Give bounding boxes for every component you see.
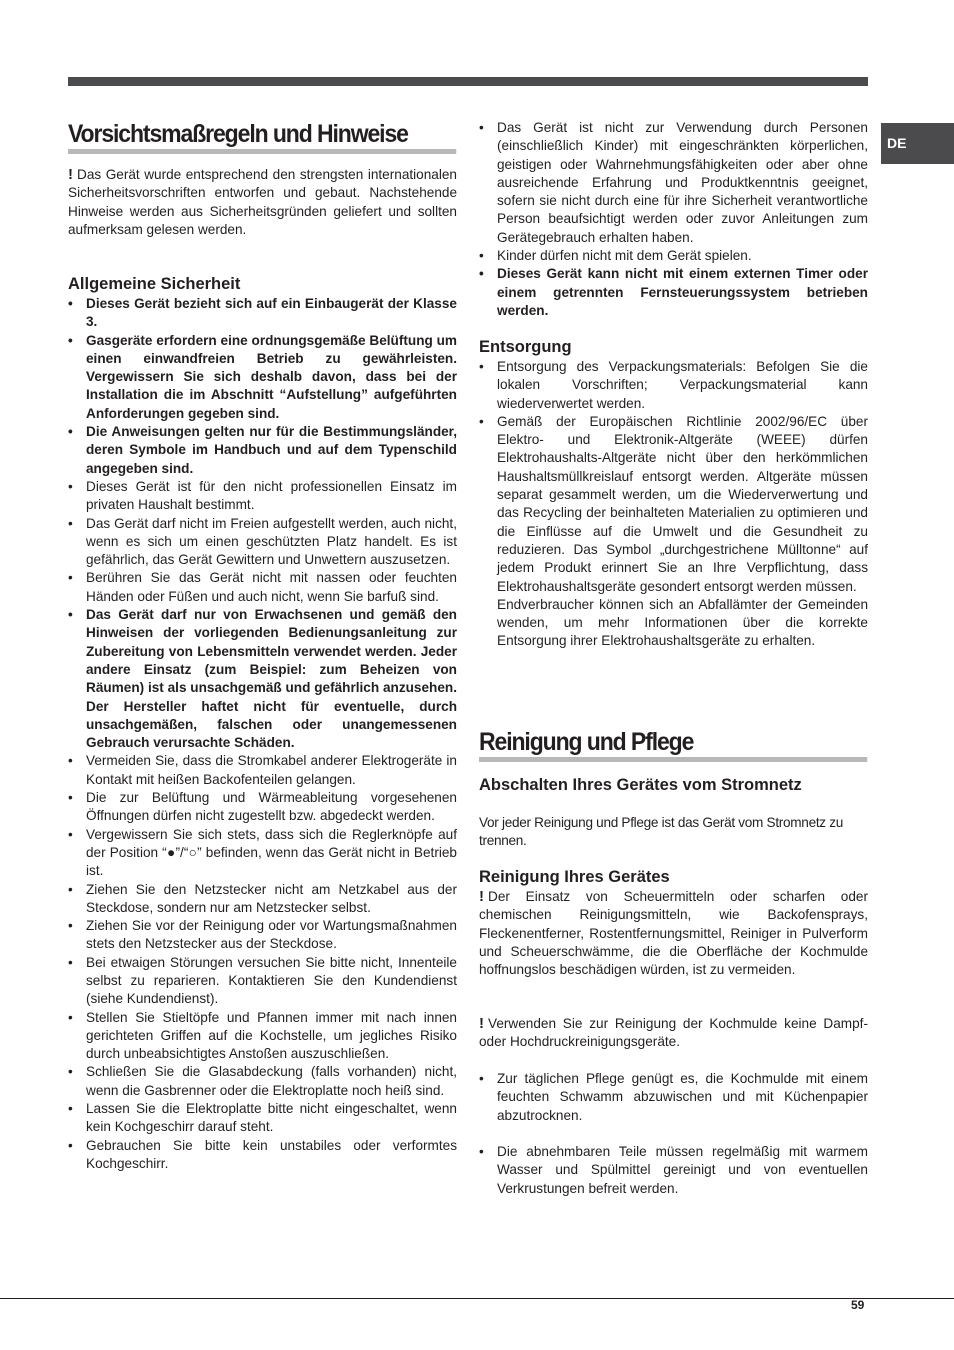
section-title-cleaning: Reinigung Ihres Gerätes [479,868,670,886]
list-item: • Die abnehmbaren Teile müssen regelmäßig mit warmem Wasser und Spülmittel gereinigt und von eventuellen Verkrustungen befreit werden. [479,1143,868,1198]
list-item: • Bei etwaigen Störungen versuchen Sie bitte nicht, Innenteile selbst zu reparieren. Kontaktieren Sie den Kundendienst (siehe Kundendienst). [68,954,457,1009]
list-item: • Zur täglichen Pflege genügt es, die Kochmulde mit einem feuchten Schwamm abzuwischen und mit Küchenpapier abzutrocknen. [479,1070,868,1125]
disposal-note: Endverbraucher können sich an Abfallämter der Gemeinden wenden, um mehr Informationen über die korrekte Entsorgung ihrer Elektrohaushaltsgeräte zu erhalten. [497,596,868,649]
footer-rule [0,1298,954,1299]
warning-mark: ! [68,166,73,183]
list-item: • Stellen Sie Stieltöpfe und Pfannen immer mit nach innen gerichteten Griffen auf die Kochstelle, um jegliches Risiko durch unbeabsichtigtes Anstoßen auszuschließen. [68,1009,457,1064]
section-title-power-off: Abschalten Ihres Gerätes vom Stromnetz [479,776,802,794]
list-item: • Berühren Sie das Gerät nicht mit nassen oder feuchten Händen oder Füßen und auch nicht, wenn Sie barfuß sind. [68,569,457,606]
page-title: Vorsichtsmaßregeln und Hinweise [68,121,456,154]
intro-paragraph [68,166,457,239]
warning-mark: ! [479,1015,484,1032]
list-item: • Lassen Sie die Elektroplatte bitte nicht eingeschaltet, wenn kein Kochgeschirr darauf steht. [68,1100,457,1137]
header-rule [68,77,868,86]
cleaning-warning-2: ! Verwenden Sie zur Reinigung der Kochmulde keine Dampf- oder Hochdruckreinigungsgeräte. [479,1015,868,1050]
list-item: • Die Anweisungen gelten nur für die Bestimmungsländer, deren Symbole im Handbuch und auf dem Typenschild angegeben sind. [68,423,457,478]
list-item: • Gemäß der Europäischen Richtlinie 2002/96/EC über Elektro- und Elektronik-Altgeräte (WEEE) dürfen Elektrohaushalts-Altgeräte nicht über den herkömmlichen Haushaltsmüllkreislauf entsorgt werden. Altgeräte müssen separat gesammelt werden, um die Wiederverwertung und das Recycling der beinhalteten Materialien zu optimieren und die Einflüsse auf die Umwelt und die Gesundheit zu reduzieren. Das Symbol „durchgestrichene Mülltonne“ auf jedem Produkt erinnert Sie an Ihre Verpflichtung, dass Elektrohaushaltsgeräte gesondert entsorgt werden müssen. Endverbraucher können sich an Abfallämter der Gemeinden wenden, um mehr Informationen über die korrekte Entsorgung ihrer Elektrohaushaltsgeräte zu erhalten. [479,413,868,651]
safety-list [68,295,457,1173]
care-list-2 [479,1143,868,1198]
list-item: • Entsorgung des Verpackungsmaterials: Befolgen Sie die lokalen Vorschriften; Verpackungsmaterial kann wiederverwertet werden. [479,358,868,413]
list-item: • Das Gerät darf nicht im Freien aufgestellt werden, auch nicht, wenn es sich um einen geschützten Platz handelt. Es ist gefährlich, das Gerät Gewittern und Unwettern auszusetzen. [68,515,457,570]
section-title-general-safety: Allgemeine Sicherheit [68,275,241,293]
list-item: • Das Gerät ist nicht zur Verwendung durch Personen (einschließlich Kinder) mit eingeschränkten körperlichen, geistigen oder Wahrnehmungsfähigkeiten oder aber ohne ausreichende Erfahrung und Produktkenntnis geeignet, sofern sie nicht durch eine für ihre Sicherheit verantwortliche Person beaufsichtigt werden oder zuvor Anleitungen zum Gerätegebrauch erhalten haben. [479,119,868,247]
list-item: • Das Gerät darf nur von Erwachsenen und gemäß den Hinweisen der vorliegenden Bedienungsanleitung zur Zubereitung von Lebensmitteln verwendet werden. Jeder andere Einsatz (zum Beispiel: zum Beheizen von Räumen) ist als unsachgemäß und gefährlich anzusehen. Der Hersteller haftet nicht für eventuelle, durch unsachgemäßen, falschen oder unangemessenen Gebrauch verursachte Schäden. [68,606,457,752]
cleaning-title: Reinigung und Pflege [479,729,867,762]
list-item: • Die zur Belüftung und Wärmeableitung vorgesehenen Öffnungen dürfen nicht zugestellt bzw. abgedeckt werden. [68,789,457,826]
list-item: • Ziehen Sie vor der Reinigung oder vor Wartungsmaßnahmen stets den Netzstecker aus der Steckdose. [68,917,457,954]
language-tab: DE [881,123,954,164]
warning-mark: ! [479,888,484,905]
list-item: • Gebrauchen Sie bitte kein unstabiles oder verformtes Kochgeschirr. [68,1137,457,1174]
list-item: • Kinder dürfen nicht mit dem Gerät spielen. [479,247,868,265]
list-item: • Schließen Sie die Glasabdeckung (falls vorhanden) nicht, wenn die Gasbrenner oder die Elektroplatte noch heiß sind. [68,1063,457,1100]
section-title-disposal: Entsorgung [479,338,572,356]
list-item: • Gasgeräte erfordern eine ordnungsgemäße Belüftung um einen einwandfreien Betrieb zu gewährleisten. Vergewissern Sie sich deshalb davon, dass bei der Installation die im Abschnitt “Aufstellung” aufgeführten Anforderungen gegeben sind. [68,332,457,423]
cleaning-warning-1: ! Der Einsatz von Scheuermitteln oder scharfen oder chemischen Reinigungsmitteln, wie Backofensprays, Fleckenentferner, Rostentfernungsmittel, Reiniger in Pulverform und Scheuerschwämme, die die Oberfläche der Kochmulde hoffnungslos beschädigen würden, ist zu vermeiden. [479,888,868,978]
list-item: • Dieses Gerät bezieht sich auf ein Einbaugerät der Klasse 3. [68,295,457,332]
intro-text: Das Gerät wurde entsprechend den strengsten internationalen Sicherheitsvorschriften entworfen und gebaut. Nachstehende Hinweise werden aus Sicherheitsgründen geliefert und sollten aufmerksam gelesen werden. [68,167,457,237]
page-number: 59 [851,1298,865,1312]
care-list-1 [479,1070,868,1125]
list-item: • Dieses Gerät ist für den nicht professionellen Einsatz im privaten Haushalt bestimmt. [68,478,457,515]
power-off-text: Vor jeder Reinigung und Pflege ist das Gerät vom Stromnetz zu trennen. [479,815,844,849]
disposal-list [479,358,868,651]
list-item: • Dieses Gerät kann nicht mit einem externen Timer oder einem getrennten Fernsteuerungssystem betrieben werden. [479,265,868,320]
list-item: • Vergewissern Sie sich stets, dass sich die Reglerknöpfe auf der Position “●”/“○” befinden, wenn das Gerät nicht in Betrieb ist. [68,826,457,881]
safety-list-continued [479,119,868,320]
list-item: • Vermeiden Sie, dass die Stromkabel anderer Elektrogeräte in Kontakt mit heißen Backofenteilen gelangen. [68,752,457,789]
list-item: • Ziehen Sie den Netzstecker nicht am Netzkabel aus der Steckdose, sondern nur am Netzstecker selbst. [68,881,457,918]
